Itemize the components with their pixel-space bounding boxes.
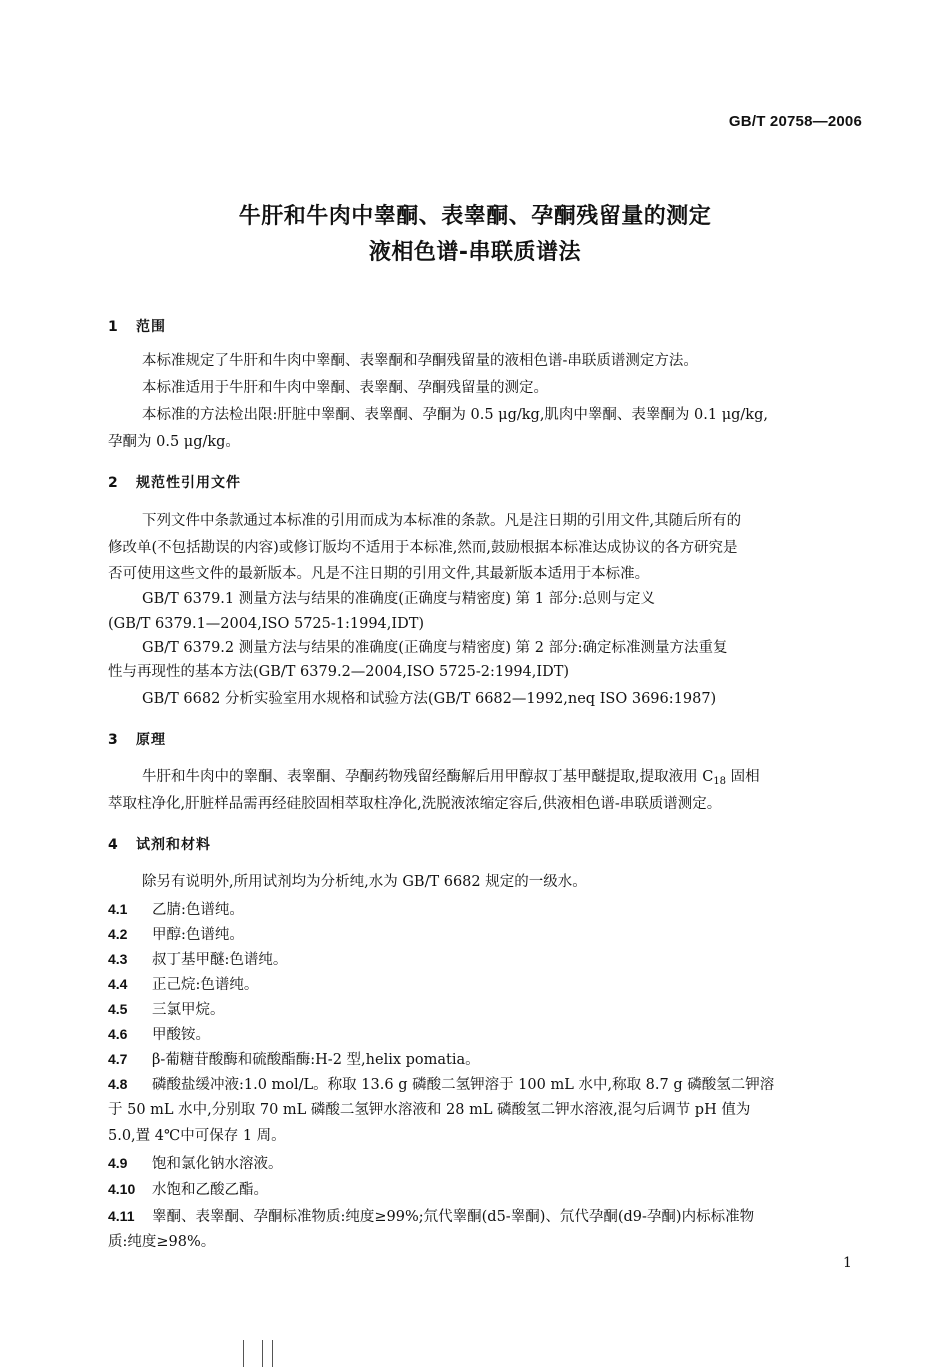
list-item bbox=[108, 999, 225, 1020]
item-number: 4.9 bbox=[108, 1155, 128, 1171]
standard-code: GB/T 20758—2006 bbox=[728, 113, 862, 130]
reference-line: GB/T 6379.2 测量方法与结果的准确度(正确度与精密度) 第 2 部分:确定标准测量方法重复 bbox=[142, 640, 728, 656]
list-item bbox=[108, 1049, 480, 1070]
list-item bbox=[108, 899, 244, 920]
section-title: 原理 bbox=[136, 732, 166, 748]
item-text: β-葡糖苷酸酶和硫酸酯酶:H-2 型,helix pomatia。 bbox=[152, 1052, 480, 1068]
item-number: 4.8 bbox=[108, 1076, 128, 1092]
item-text: 甲醇:色谱纯。 bbox=[152, 927, 244, 943]
section-4-heading bbox=[108, 834, 211, 854]
reference-line: 性与再现性的基本方法(GB/T 6379.2—2004,ISO 5725-2:1994,IDT) bbox=[108, 664, 570, 680]
item-text: 三氯甲烷。 bbox=[152, 1002, 225, 1018]
binding-mark bbox=[243, 1340, 244, 1367]
section-2-heading bbox=[108, 472, 241, 492]
section-number: 4 bbox=[108, 837, 119, 853]
text-run: 固相 bbox=[726, 769, 760, 785]
item-text: 叔丁基甲醚:色谱纯。 bbox=[152, 952, 288, 968]
paragraph-line: 萃取柱净化,肝脏样品需再经硅胶固相萃取柱净化,洗脱液浓缩定容后,供液相色谱-串联质谱测定。 bbox=[108, 796, 722, 812]
binding-mark bbox=[262, 1340, 263, 1367]
item-text: 饱和氯化钠水溶液。 bbox=[152, 1156, 283, 1172]
item-number: 4.10 bbox=[108, 1181, 136, 1197]
paragraph-line: 否可使用这些文件的最新版本。凡是不注日期的引用文件,其最新版本适用于本标准。 bbox=[108, 566, 650, 582]
section-number: 1 bbox=[108, 319, 119, 335]
list-item bbox=[108, 949, 287, 970]
item-number: 4.7 bbox=[108, 1051, 128, 1067]
section-title: 规范性引用文件 bbox=[136, 475, 241, 491]
item-number: 4.11 bbox=[108, 1208, 135, 1224]
item-number: 4.6 bbox=[108, 1026, 128, 1042]
paragraph-line: 本标准规定了牛肝和牛肉中睾酮、表睾酮和孕酮残留量的液相色谱-串联质谱测定方法。 bbox=[142, 353, 698, 369]
section-number: 2 bbox=[108, 475, 119, 491]
item-number: 4.4 bbox=[108, 976, 128, 992]
subscript: 18 bbox=[713, 776, 727, 787]
list-item bbox=[108, 924, 244, 945]
paragraph-line: 修改单(不包括勘误的内容)或修订版均不适用于本标准,然而,鼓励根据本标准达成协议的各方研究是 bbox=[108, 540, 738, 556]
item-text: 甲酸铵。 bbox=[152, 1027, 210, 1043]
item-number: 4.3 bbox=[108, 951, 128, 967]
item-text: 睾酮、表睾酮、孕酮标准物质:纯度≥99%;氘代睾酮(d5-睾酮)、氘代孕酮(d9-孕酮)内标标准物 bbox=[152, 1209, 755, 1225]
item-text: 水饱和乙酸乙酯。 bbox=[152, 1182, 268, 1198]
page-number: 1 bbox=[843, 1255, 852, 1271]
list-item bbox=[108, 1206, 754, 1227]
binding-mark bbox=[272, 1340, 273, 1367]
item-number: 4.2 bbox=[108, 926, 128, 942]
list-item-continuation: 5.0,置 4℃中可保存 1 周。 bbox=[108, 1128, 286, 1144]
list-item bbox=[108, 974, 258, 995]
item-number: 4.5 bbox=[108, 1001, 128, 1017]
item-text: 乙腈:色谱纯。 bbox=[152, 902, 244, 918]
item-number: 4.1 bbox=[108, 901, 128, 917]
paragraph-line bbox=[142, 767, 760, 792]
paragraph-line: 下列文件中条款通过本标准的引用而成为本标准的条款。凡是注日期的引用文件,其随后所有的 bbox=[142, 513, 742, 529]
section-1-heading bbox=[108, 316, 166, 336]
item-text: 磷酸盐缓冲液:1.0 mol/L。称取 13.6 g 磷酸二氢钾溶于 100 mL 水中,称取 8.7 g 磷酸氢二钾溶 bbox=[152, 1077, 775, 1093]
item-text: 正己烷:色谱纯。 bbox=[152, 977, 259, 993]
paragraph-line: 本标准的方法检出限:肝脏中睾酮、表睾酮、孕酮为 0.5 μg/kg,肌肉中睾酮、表睾酮为 0.1 μg/kg, bbox=[142, 407, 768, 423]
list-item bbox=[108, 1074, 774, 1095]
reference-line: GB/T 6682 分析实验室用水规格和试验方法(GB/T 6682—1992,neq ISO 3696:1987) bbox=[142, 691, 717, 707]
list-item bbox=[108, 1153, 283, 1174]
document-title-line1: 牛肝和牛肉中睾酮、表睾酮、孕酮残留量的测定 bbox=[238, 204, 712, 229]
list-item-continuation: 于 50 mL 水中,分别取 70 mL 磷酸二氢钾水溶液和 28 mL 磷酸氢二钾水溶液,混匀后调节 pH 值为 bbox=[108, 1102, 751, 1118]
paragraph-line: 除另有说明外,所用试剂均为分析纯,水为 GB/T 6682 规定的一级水。 bbox=[142, 874, 587, 890]
section-title: 试剂和材料 bbox=[136, 837, 211, 853]
paragraph-line: 孕酮为 0.5 μg/kg。 bbox=[108, 434, 240, 450]
text-run: 牛肝和牛肉中的睾酮、表睾酮、孕酮药物残留经酶解后用甲醇叔丁基甲醚提取,提取液用 C bbox=[142, 769, 714, 785]
section-3-heading bbox=[108, 729, 166, 749]
section-number: 3 bbox=[108, 732, 119, 748]
reference-line: GB/T 6379.1 测量方法与结果的准确度(正确度与精密度) 第 1 部分:总则与定义 bbox=[142, 591, 655, 607]
section-title: 范围 bbox=[136, 319, 166, 335]
list-item bbox=[108, 1024, 210, 1045]
document-title-line2: 液相色谱-串联质谱法 bbox=[368, 240, 582, 265]
reference-line: (GB/T 6379.1—2004,ISO 5725-1:1994,IDT) bbox=[108, 616, 425, 632]
paragraph-line: 本标准适用于牛肝和牛肉中睾酮、表睾酮、孕酮残留量的测定。 bbox=[142, 380, 548, 396]
list-item-continuation: 质:纯度≥98%。 bbox=[108, 1234, 216, 1250]
list-item bbox=[108, 1179, 268, 1200]
